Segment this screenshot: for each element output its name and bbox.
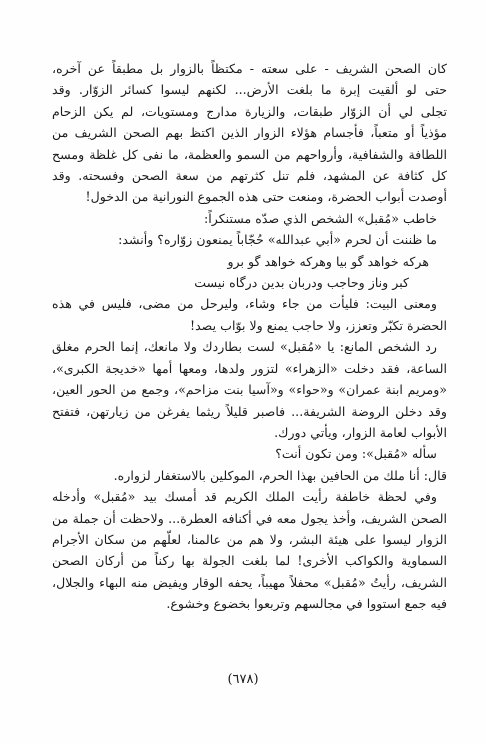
text-line: ومعنى البيت: فليأت من جاء وشاء، وليرحل من مضى، فليس في هذه xyxy=(52,296,437,312)
text-line: الصحن الشريف، وأخذ يجول معه في أكنافه العطرة... ولاحظت أن جملة من xyxy=(52,510,447,526)
text-line: الشريف، رأيتُ «مُقبل» محفلاً مهيباً، يحفه الوقار ويفيض منه البهاء والجلال، xyxy=(52,574,447,590)
footer-divider xyxy=(52,662,447,663)
text-line: حتى لو ألقيت إبرة ما بلغت الأرض... لكنهم ليسوا كسائر الزوّار. وقد xyxy=(52,82,447,98)
text-line: وفي لحظة خاطفة رأيت الملك الكريم قد أمسك بيد «مُقبل» وأدخله xyxy=(52,489,437,505)
text-line: قال: أنا ملك من الحافين بهذا الحرم، الموكلين بالاستغفار لزواره. xyxy=(113,467,447,483)
text-line: «ومريم ابنة عمران» و«حواء» و«آسيا بنت مزاحم»، وجمع من الحور العين، xyxy=(52,382,447,398)
text-line: وقد دخلن الروضة الشريفة... فاصبر قليلاً ريثما يفرغن من زيارتهن، فتفتح xyxy=(52,403,447,419)
text-line: رد الشخص المانع: يا «مُقبل» لست بطاردك ولا مانعك، إنما الحرم مغلق xyxy=(52,339,437,355)
text-line: الحضرة تكبّر وتعزز، ولا حاجب يمنع ولا بوّاب يصد! xyxy=(190,317,447,333)
text-line: الزوار ليسوا على هيئة البشر، ولا هم من عالمنا، لعلّهم من سكان الأجرام xyxy=(52,531,447,547)
body-text xyxy=(52,58,447,615)
text-line: ما ظننت أن لحرم «أبي عبدالله» حُجّاباً يمنعون زوّاره؟ وأنشد: xyxy=(118,232,437,248)
text-line: اللطافة والشفافية، وأرواحهم من السمو والعظمة، ما نفى كل غلظة ومسح xyxy=(52,146,447,162)
text-line: أوصدت أبواب الحضرة، ومنعت حتى هذه الجموع النورانية من الدخول! xyxy=(85,189,447,205)
text-line: فيه جمع استووا في مجالسهم وتربعوا بخضوع وخشوع. xyxy=(166,596,447,612)
text-line: كل كثافة عن المشهد، فلم تنل كثرتهم من سعة الصحن وفسحته. وقد xyxy=(52,168,447,184)
text-line: تجلى لي أن الزوّار طبقات، والزيارة مدارج ومستويات، لم يكن الزحام xyxy=(52,103,447,119)
text-line: السماوية والكواكب الأخرى! لما بلغت الجولة بها ركناً من أركان الصحن xyxy=(52,553,447,569)
text-line: مؤذياً أو متعباً، فأجسام هؤلاء الزوار الذين اكتظ بهم الصحن الشريف من xyxy=(52,125,447,141)
verse-line: هركه خواهد گو بيا وهركه خواهد گو برو xyxy=(227,253,429,269)
text-line: سأله «مُقبل»: ومن تكون أنت؟ xyxy=(275,446,437,462)
text-line: كان الصحن الشريف - على سعته - مكتظاً بالزوار بل مطبقاً عن آخره، xyxy=(52,61,447,76)
page-number: (٦٧٨) xyxy=(227,672,259,687)
text-line: الأبواب لعامة الزوار، ويأتي دورك. xyxy=(274,424,447,440)
text-line: الساعة، فقد دخلت «الزهراء» لتزور ولدها، ومعها أمها «خديجة الكبرى»، xyxy=(52,360,447,376)
text-line: خاطب «مُقبل» الشخص الذي صدّه مستنكراً: xyxy=(204,210,437,226)
verse-line: كبر وناز وحاجب ودربان بدين درگاه نيست xyxy=(194,275,409,291)
